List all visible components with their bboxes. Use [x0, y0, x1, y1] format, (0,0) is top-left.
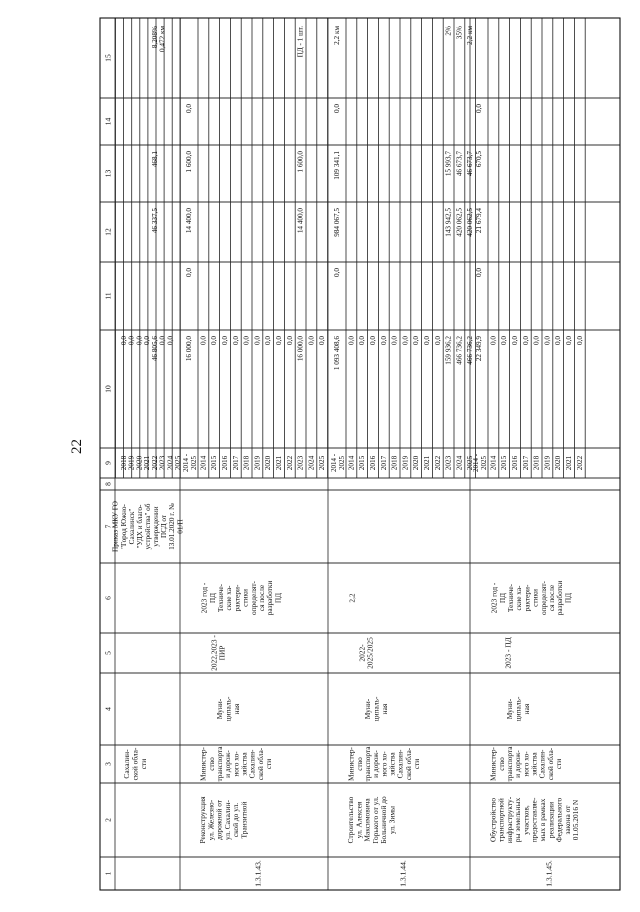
column-number: 10 — [103, 385, 113, 393]
prelude-c10: 0,0 — [127, 336, 136, 345]
customer: зяйства — [387, 752, 397, 776]
total-c13: 109 341,1 — [333, 151, 341, 180]
year: 2016 — [511, 455, 519, 471]
customer: транспорта — [504, 746, 514, 782]
year: 2017 — [231, 455, 240, 471]
object-name: предоставляе- — [529, 797, 539, 843]
customer: ство — [496, 757, 506, 771]
value-c12: 14 400,0 — [296, 208, 305, 234]
ownership: Муни- — [505, 698, 515, 720]
prelude-customer: сти — [138, 758, 148, 770]
value-c10: 0,0 — [253, 336, 262, 345]
value-c10: 0,0 — [511, 336, 519, 345]
value-c15: 35% — [455, 26, 464, 40]
capacity: ПД — [207, 592, 217, 604]
year: 2018 — [242, 455, 251, 471]
prelude-c15: 0,472 км — [158, 26, 167, 53]
value-c10: 0,0 — [210, 336, 219, 345]
year: 2022 — [285, 455, 294, 471]
total-c11: 0,0 — [185, 268, 193, 277]
row-number: 1.3.1.44. — [398, 860, 408, 887]
column-number: 8 — [103, 482, 113, 486]
column-number: 15 — [103, 54, 113, 62]
value-c10: 0,0 — [347, 336, 356, 345]
value-c10: 0,0 — [358, 336, 367, 345]
object-name: ул. Зимы — [387, 805, 397, 835]
total-years: 2025 — [338, 456, 346, 470]
total-c14: 0,0 — [475, 104, 483, 113]
value-c13: 1 600,0 — [296, 151, 305, 173]
ownership: ципаль- — [513, 696, 523, 722]
period: 2023 - ПД — [503, 637, 513, 669]
object-name: транспортной — [496, 798, 506, 842]
capacity: рактери- — [522, 584, 532, 612]
prelude-year: 2018 — [119, 455, 128, 471]
period: 2025/2025 — [365, 637, 375, 669]
value-c10: 0,0 — [379, 336, 388, 345]
object-name: реализации — [546, 801, 556, 839]
customer: Сахалин- — [395, 749, 405, 779]
total-years: 2025 — [190, 456, 198, 470]
object-name: мых в рамках — [537, 798, 547, 842]
capacity: стики — [240, 589, 250, 607]
capacity: ские ха- — [514, 585, 524, 611]
total-c10: 22 349,9 — [475, 336, 483, 362]
row-number: 1.3.1.43. — [253, 860, 263, 887]
value-c10: 0,0 — [575, 336, 584, 345]
customer: транспорта — [214, 746, 224, 782]
total-c14: 0,0 — [185, 104, 193, 113]
total-c13: 670,5 — [475, 151, 483, 168]
total-years: 2014 - — [472, 453, 480, 473]
total-c12: 14 400,0 — [185, 208, 193, 234]
table-text — [104, 26, 584, 887]
total-years: 2014 - — [182, 453, 190, 473]
capacity: стики — [530, 589, 540, 607]
prelude-c12: 46 337,5 — [150, 208, 159, 234]
prelude-basis: устройства" об — [144, 503, 152, 550]
value-c10: 0,0 — [521, 336, 530, 345]
capacity: Техниче- — [506, 583, 516, 613]
total-c12: 21 679,4 — [475, 208, 483, 234]
customer: ного хо- — [231, 751, 241, 777]
prelude-year: 2021 — [143, 455, 152, 471]
total-c11: 0,0 — [333, 268, 341, 277]
value-c10: 0,0 — [423, 336, 431, 345]
column-number: 9 — [103, 461, 113, 465]
customer: сти — [264, 758, 274, 770]
year: 2025 — [466, 455, 475, 471]
object-name: 01.05.2016 N — [571, 799, 581, 841]
ownership: ная — [521, 703, 531, 715]
prelude-basis: утверждении — [152, 506, 161, 547]
object-name: Транзитной — [239, 801, 249, 839]
year: 2014 — [347, 455, 356, 471]
ownership: ная — [379, 703, 389, 715]
period: ПИР — [217, 645, 227, 661]
customer: ской обла- — [255, 747, 265, 781]
year: 2023 — [296, 455, 305, 471]
value-c13: 46 673,7 — [466, 151, 475, 177]
capacity: разработки — [265, 580, 275, 616]
prelude-basis: 01/П — [176, 519, 185, 534]
object-name: ул. Сахалин- — [222, 800, 232, 840]
prelude-c10: 0,0 — [158, 336, 167, 345]
total-c12: 984 067,5 — [333, 208, 341, 237]
capacity: определят- — [248, 581, 258, 615]
value-c10: 0,0 — [489, 336, 498, 345]
object-name: Максимовича — [362, 798, 372, 842]
column-number: 2 — [103, 818, 113, 822]
prelude-customer: Сахалин- — [122, 749, 132, 779]
capacity: 2,2 — [347, 593, 357, 603]
capacity: ские ха- — [224, 585, 234, 611]
capacity: ся после — [546, 584, 556, 612]
prelude-year: 2022 — [150, 455, 159, 471]
prelude-year: 2024 — [166, 455, 175, 471]
year: 2025 — [318, 455, 327, 471]
total-c13: 1 600,0 — [185, 151, 193, 173]
object-name: Горького от ул. — [370, 796, 380, 844]
value-c10: 0,0 — [369, 336, 377, 345]
value-c15: 2% — [444, 26, 453, 36]
period: 2022,2023 - — [209, 635, 219, 671]
value-c10: 0,0 — [285, 336, 294, 345]
year: 2016 — [221, 455, 229, 471]
object-name: Больничной до — [379, 796, 389, 844]
value-c13: 15 993,7 — [444, 151, 453, 177]
value-c10: 0,0 — [390, 336, 399, 345]
value-c10: 0,0 — [221, 336, 229, 345]
customer: ской обла- — [545, 747, 555, 781]
object-name: дорожной от — [214, 799, 224, 841]
object-name: Строительство — [345, 796, 355, 844]
customer: Министер- — [346, 747, 356, 781]
column-number: 5 — [103, 651, 113, 655]
prelude-basis: 13.01.2020 г. № — [168, 503, 177, 550]
year: 2017 — [379, 455, 388, 471]
customer: сти — [554, 758, 564, 770]
object-name: инфраструкту- — [504, 796, 514, 844]
value-c13: 46 673,7 — [455, 151, 464, 177]
value-c10: 0,0 — [231, 336, 240, 345]
customer: ного хо- — [521, 751, 531, 777]
value-c10: 0,0 — [412, 336, 421, 345]
prelude-basis: Приказ МКУ ГО — [111, 501, 120, 552]
year: 2020 — [554, 455, 563, 471]
capacity: ПД — [273, 592, 283, 604]
value-c10: 0,0 — [307, 336, 316, 345]
prelude-year: 2023 — [158, 455, 167, 471]
object-name: ры земельных — [513, 797, 523, 843]
prelude-year: 2020 — [135, 455, 144, 471]
capacity: Техниче- — [216, 583, 226, 613]
ownership: ципаль- — [371, 696, 381, 722]
customer: и дорож- — [513, 750, 523, 778]
capacity: 2023 год - — [199, 582, 209, 614]
prelude-customer: ской обла- — [130, 747, 140, 781]
column-number: 4 — [103, 707, 113, 711]
prelude-c10: 46 805,6 — [150, 336, 159, 362]
ownership: Муни- — [363, 698, 373, 720]
value-c10: 0,0 — [433, 336, 442, 345]
capacity: 2023 год - — [489, 582, 499, 614]
object-name: ул. Железно- — [206, 799, 216, 841]
column-number: 12 — [103, 228, 113, 236]
value-c10: 0,0 — [500, 336, 509, 345]
capacity: ся после — [256, 584, 266, 612]
year: 2020 — [264, 455, 273, 471]
customer: ного хо- — [379, 751, 389, 777]
customer: Сахалин- — [537, 749, 547, 779]
prelude-c10: 0,0 — [135, 336, 144, 345]
customer: Министер- — [488, 747, 498, 781]
year: 2019 — [401, 455, 410, 471]
value-c12: 143 942,5 — [444, 208, 453, 237]
value-c10: 0,0 — [543, 336, 552, 345]
prelude-c10: 0,0 — [143, 336, 152, 345]
prelude-year: 2019 — [127, 455, 136, 471]
column-number: 3 — [103, 762, 113, 766]
prelude-c15: 8,208% — [150, 26, 159, 49]
value-c12: 420 062,5 — [466, 208, 475, 237]
period: 2022- — [357, 644, 367, 662]
ownership: ципаль- — [223, 696, 233, 722]
value-c10: 0,0 — [242, 336, 251, 345]
year: 2019 — [253, 455, 262, 471]
customer: и дорож- — [371, 750, 381, 778]
customer: ство — [354, 757, 364, 771]
year: 2021 — [565, 455, 573, 471]
total-c15: 2,2 км — [333, 26, 341, 45]
value-c10: 466 736,2 — [466, 336, 475, 365]
value-c10: 159 936,2 — [444, 336, 453, 365]
column-number: 1 — [103, 871, 113, 876]
year: 2018 — [532, 455, 541, 471]
year: 2017 — [521, 455, 530, 471]
value-c10: 0,0 — [532, 336, 541, 345]
page-number: 22 — [69, 439, 85, 454]
year: 2019 — [543, 455, 552, 471]
prelude-basis: "УДХ и благо- — [135, 504, 144, 549]
total-c14: 0,0 — [333, 104, 341, 113]
object-name: Реконструкция — [197, 796, 207, 844]
column-number: 14 — [103, 117, 113, 126]
customer: ской обла- — [403, 747, 413, 781]
year: 2014 — [199, 455, 208, 471]
customer: зяйства — [529, 752, 539, 776]
capacity: ПД — [563, 592, 573, 604]
prelude-c10: 0,0 — [166, 336, 175, 345]
value-c10: 0,0 — [318, 336, 327, 345]
customer: зяйства — [239, 752, 249, 776]
year: 2015 — [500, 455, 509, 471]
value-c10: 466 736,2 — [455, 336, 464, 365]
object-name: участков, — [521, 805, 531, 835]
customer: и дорож- — [223, 750, 233, 778]
prelude-basis: "Город Южно- — [119, 504, 128, 549]
prelude-year: 2025 — [174, 455, 183, 471]
value-c15: 2,2 км — [466, 26, 475, 45]
column-number: 11 — [103, 292, 113, 300]
prelude-basis: Сахалинск" — [127, 508, 136, 545]
total-c10: 1 093 408,6 — [333, 336, 341, 371]
year: 2022 — [433, 455, 442, 471]
total-years: 2014 - — [330, 453, 338, 473]
year: 2020 — [412, 455, 421, 471]
object-name: ской до ул. — [231, 802, 241, 838]
prelude-c10: 0,0 — [119, 336, 128, 345]
prelude-c13: 468,1 — [150, 151, 159, 168]
column-number: 6 — [103, 596, 113, 600]
year: 2022 — [575, 455, 584, 471]
value-c10: 0,0 — [401, 336, 410, 345]
value-c10: 16 000,0 — [296, 336, 305, 362]
total-c10: 16 000,0 — [185, 336, 193, 362]
prelude-basis: ПСД от — [160, 515, 169, 538]
row-number: 1.3.1.45. — [544, 860, 554, 887]
capacity: ПД — [497, 592, 507, 604]
year: 2015 — [358, 455, 367, 471]
capacity: определят- — [538, 581, 548, 615]
year: 2024 — [455, 455, 464, 471]
value-c12: 420 062,5 — [455, 208, 464, 237]
year: 2023 — [444, 455, 453, 471]
year: 2015 — [210, 455, 219, 471]
capacity: рактери- — [232, 584, 242, 612]
object-name: закона от — [562, 805, 572, 835]
customer: транспорта — [362, 746, 372, 782]
customer: ство — [206, 757, 216, 771]
object-name: Федерального — [554, 797, 564, 843]
customer: Министер- — [198, 747, 208, 781]
column-number: 13 — [103, 169, 113, 178]
customer: сти — [412, 758, 422, 770]
total-years: 2025 — [480, 456, 488, 470]
ownership: Муни- — [215, 698, 225, 720]
value-c10: 0,0 — [565, 336, 573, 345]
ownership: ная — [231, 703, 241, 715]
object-name: ул. Алексея — [354, 801, 364, 839]
year: 2021 — [275, 455, 283, 471]
year: 2018 — [390, 455, 399, 471]
value-c10: 0,0 — [199, 336, 208, 345]
customer: Сахалин- — [247, 749, 257, 779]
value-c10: 0,0 — [275, 336, 283, 345]
value-c10: 0,0 — [554, 336, 563, 345]
column-number: 7 — [103, 524, 113, 529]
value-c10: 0,0 — [264, 336, 273, 345]
year: 2016 — [369, 455, 377, 471]
value-c15: ПД - 1 шт. — [296, 26, 305, 58]
capacity: разработки — [555, 580, 565, 616]
year: 2021 — [423, 455, 431, 471]
total-c11: 0,0 — [475, 268, 483, 277]
year: 2024 — [307, 455, 316, 471]
year: 2014 — [489, 455, 498, 471]
object-name: Обустройство — [488, 797, 498, 843]
